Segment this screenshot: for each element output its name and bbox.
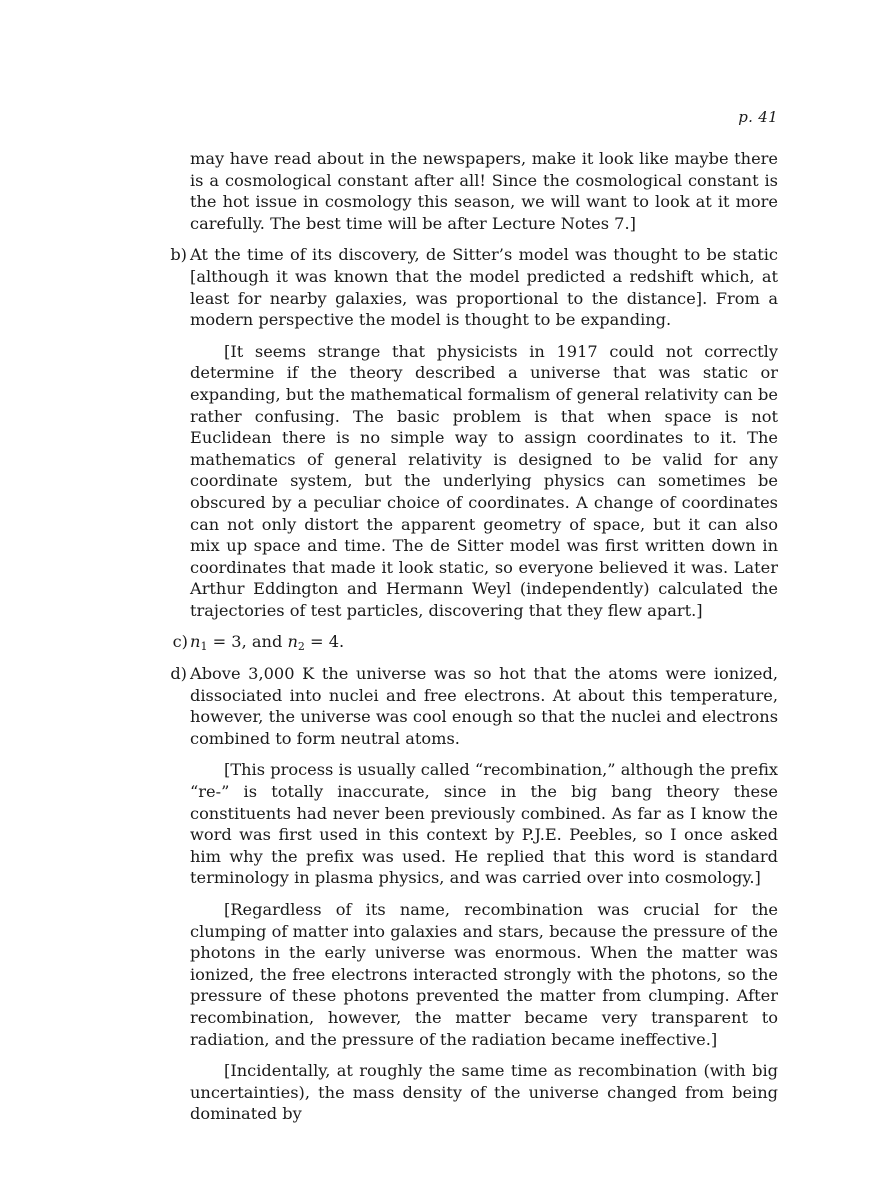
- list-marker-b: b): [170, 245, 187, 265]
- list-item-b: [170, 244, 778, 621]
- item-c-text: [190, 631, 778, 653]
- continued-paragraph: may have read about in the newspapers, make it look like maybe there is a cosmological constant after all! Since the cosmological constant is the hot issue in cosmology this season, we will want to look at it more carefully. The best time will be after Lecture Notes 7.]: [190, 149, 778, 233]
- list-marker-d: d): [170, 664, 187, 684]
- item-b-note: [It seems strange that physicists in 1917 could not correctly determine if the theory described a universe that was static or expanding, but the mathematical formalism of general relativity can be rather confusing. The basic problem is that when space is not Euclidean there is no simple way to assign coordinates to it. The mathematics of general relativity is designed to be valid for any coordinate system, but the underlying physics can sometimes be obscured by a peculiar choice of coordinates. A change of coordinates can not only distort the apparent geometry of space, but it can also mix up space and time. The de Sitter model was first written down in coordinates that made it look static, so everyone believed it was. Later Arthur Eddington and Hermann Weyl (independently) calculated the trajectories of test particles, discovering that they flew apart.]: [190, 341, 778, 620]
- item-b-text: At the time of its discovery, de Sitter’s model was thought to be static [although it was known that the model predicted a redshift which, at least for nearby galaxies, was proportional to the distance]. From a modern perspective the model is thought to be expanding.: [190, 245, 778, 330]
- page-number: p. 41: [738, 108, 778, 126]
- n1-variable: $n_1$: [190, 632, 208, 654]
- n2-value: = 4.: [304, 632, 345, 652]
- n2-variable: $n_2$: [287, 632, 305, 654]
- list-item-c: [172, 631, 778, 654]
- list-marker-c: c): [172, 632, 188, 652]
- item-d-text: Above 3,000 K the universe was so hot that the atoms were ionized, dissociated into nuclei and free electrons. At about this temperature, however, the universe was cool enough so that the nuclei and electrons combined to form neutral atoms.: [190, 664, 778, 748]
- item-d-note-2: [Regardless of its name, recombination was crucial for the clumping of matter into galaxies and stars, because the pressure of the photons in the early universe was enormous. When the matter was ionized, the free electrons interacted strongly with the photons, so the pressure of these photons prevented the matter from clumping. After recombination, however, the matter became very transparent to radiation, and the pressure of the radiation became ineffective.]: [190, 900, 778, 1049]
- item-d-note-1: [This process is usually called “recombination,” although the prefix “re-” is totally inaccurate, since in the big bang theory these constituents had never been previously combined. As far as I know the word was first used in this context by P.J.E. Peebles, so I once asked him why the prefix was used. He replied that this word is standard terminology in plasma physics, and was carried over into cosmology.]: [190, 760, 778, 888]
- page-body: [170, 148, 778, 1135]
- n1-value: = 3, and: [207, 632, 288, 652]
- list-item-d: [170, 663, 778, 1125]
- item-d-note-3: [Incidentally, at roughly the same time as recombination (with big uncertainties), the mass density of the universe changed from being dominated by: [190, 1061, 778, 1124]
